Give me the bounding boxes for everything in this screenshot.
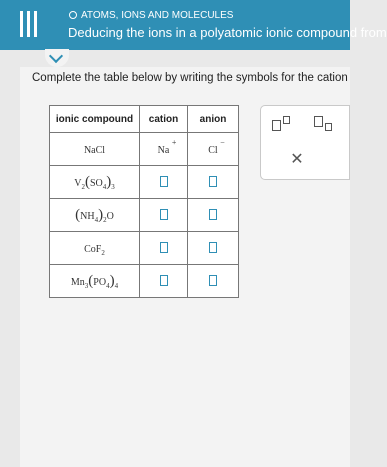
header-ionic-compound: ionic compound bbox=[50, 106, 140, 133]
anion-answer-box[interactable] bbox=[209, 176, 217, 187]
table-row bbox=[50, 265, 239, 298]
cation-answer-box[interactable] bbox=[160, 275, 168, 286]
cation-cell bbox=[140, 133, 188, 166]
math-toolbar bbox=[260, 105, 350, 180]
subscript-template-icon[interactable] bbox=[314, 116, 336, 132]
cation-answer-box[interactable] bbox=[160, 176, 168, 187]
cation-value: Na + bbox=[157, 138, 177, 156]
compound-cell bbox=[50, 265, 140, 298]
anion-answer-box[interactable] bbox=[209, 275, 217, 286]
table-header-row bbox=[50, 106, 239, 133]
anion-cell bbox=[188, 232, 239, 265]
page-title: Deducing the ions in a polyatomic ionic compound from bbox=[68, 25, 387, 40]
header-bar: ATOMS, IONS AND MOLECULES Deducing the ions in a polyatomic ionic compound from bbox=[0, 0, 350, 50]
anion-cell bbox=[188, 133, 239, 166]
header-cation: cation bbox=[140, 106, 188, 133]
table-row bbox=[50, 232, 239, 265]
anion-cell bbox=[188, 199, 239, 232]
compound-formula: $V_2(SO_4)_3$ bbox=[74, 174, 115, 191]
cation-answer-box[interactable] bbox=[160, 242, 168, 253]
instruction-text: Complete the table below by writing the symbols for the cation bbox=[32, 72, 348, 84]
anion-answer-box[interactable] bbox=[209, 209, 217, 220]
table-row bbox=[50, 199, 239, 232]
cation-cell bbox=[140, 265, 188, 298]
compound-cell bbox=[50, 166, 140, 199]
compound-formula: $Mn_3(PO_4)_4$ bbox=[70, 273, 119, 290]
chevron-down-icon[interactable] bbox=[49, 49, 63, 63]
anion-value: Cl − bbox=[208, 138, 225, 156]
collapse-tab[interactable] bbox=[45, 49, 69, 67]
compound-cell bbox=[50, 199, 140, 232]
compound-formula: NaCl bbox=[83, 145, 106, 156]
circle-outline-icon bbox=[69, 11, 77, 19]
compound-formula: CoF$_2$ bbox=[84, 244, 105, 257]
superscript-template-icon[interactable] bbox=[272, 116, 292, 130]
ions-table bbox=[49, 105, 239, 298]
anion-answer-box[interactable] bbox=[209, 242, 217, 253]
table-row bbox=[50, 166, 239, 199]
anion-cell bbox=[188, 166, 239, 199]
close-icon[interactable]: ✕ bbox=[290, 151, 304, 168]
anion-cell bbox=[188, 265, 239, 298]
cation-cell bbox=[140, 166, 188, 199]
compound-formula: $(NH_4)_2O$ bbox=[75, 207, 114, 224]
cation-cell bbox=[140, 232, 188, 265]
table-row bbox=[50, 133, 239, 166]
cation-cell bbox=[140, 199, 188, 232]
header-anion: anion bbox=[188, 106, 239, 133]
cation-answer-box[interactable] bbox=[160, 209, 168, 220]
compound-cell bbox=[50, 232, 140, 265]
hamburger-menu-icon[interactable] bbox=[20, 11, 38, 37]
compound-cell bbox=[50, 133, 140, 166]
